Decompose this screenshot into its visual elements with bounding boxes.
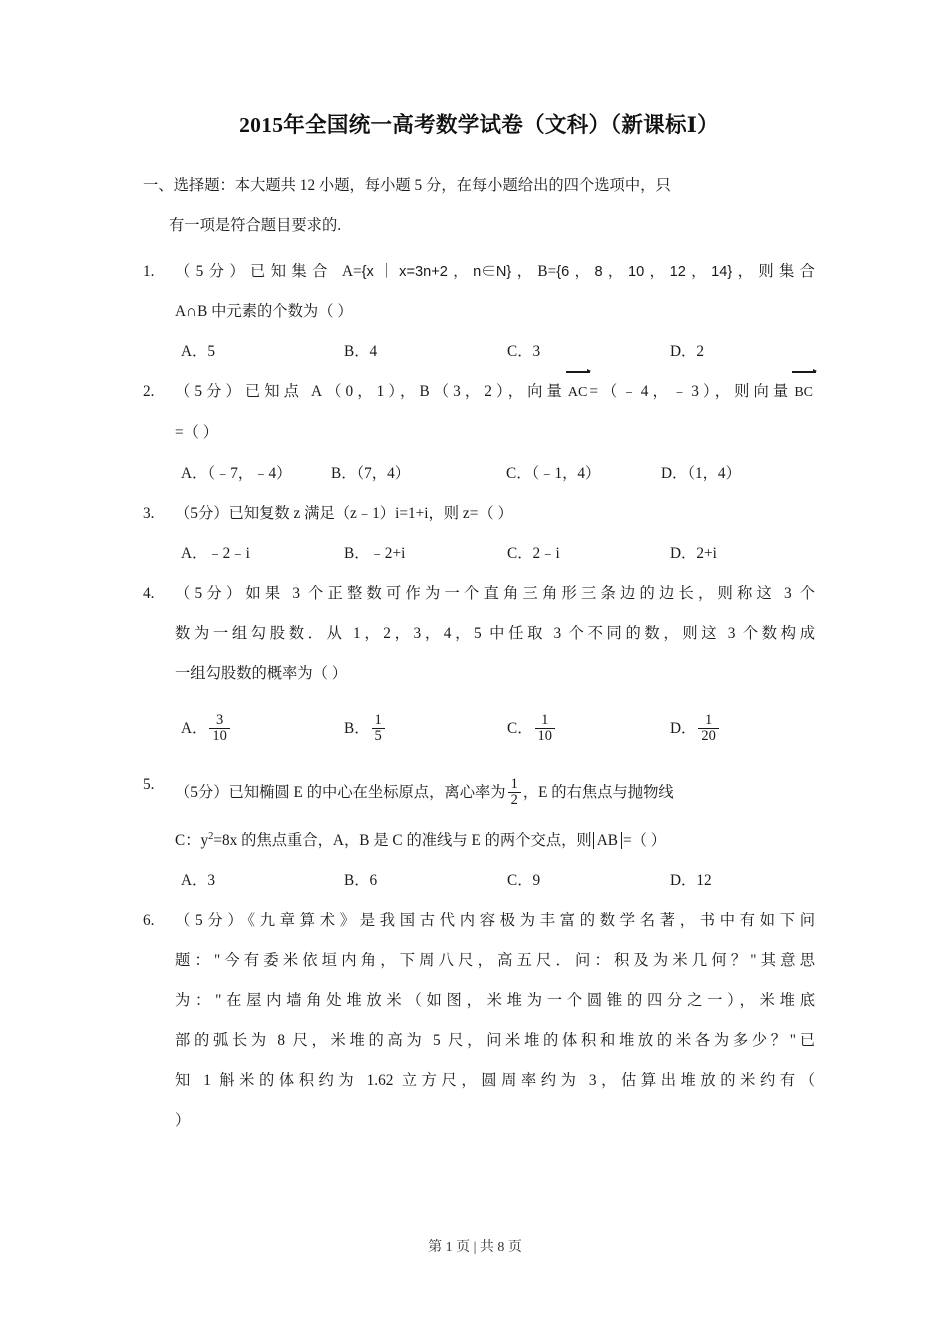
option-b[interactable]: B．（7，4） — [331, 464, 411, 482]
q1-set-a: {x｜x=3n+2，n∈N} — [361, 263, 512, 280]
question-body — [143, 252, 815, 332]
question-text-line: 数为一组勾股数．从 1，2，3，4，5 中任取 3 个不同的数，则这 3 个数构成 — [175, 625, 815, 643]
q5-line2-a: C：y — [175, 831, 209, 849]
q5-text-b: ，E 的右焦点与抛物线 — [522, 783, 674, 801]
question-number: 6. — [143, 912, 155, 930]
question-text-line: 部的弧长为 8 尺，米堆的高为 5 尺，问米堆的体积和堆放的米各为多少？"已 — [175, 1032, 815, 1050]
option-b-label: B． — [344, 719, 370, 737]
question-1 — [143, 252, 815, 372]
fraction-numerator: 1 — [372, 713, 385, 729]
question-text-line — [175, 821, 815, 861]
question-number: 1. — [143, 262, 155, 280]
option-b[interactable]: B．4 — [344, 343, 378, 361]
question-body — [143, 494, 815, 534]
options-row — [143, 534, 815, 574]
vector-ac: AC — [567, 373, 588, 413]
question-2 — [143, 372, 815, 493]
question-text-line: （5分）已知复数 z 满足（z﹣1）i=1+i，则 z=（ ） — [175, 504, 513, 522]
options-row — [143, 700, 815, 756]
option-b[interactable]: B．﹣2+i — [344, 545, 406, 563]
option-a[interactable]: A．3 — [181, 872, 215, 890]
question-body — [143, 372, 815, 453]
option-d-label: D． — [670, 719, 697, 737]
fraction-denominator: 10 — [537, 727, 552, 744]
question-text-line: A∩B 中元素的个数为（ ） — [175, 302, 353, 320]
question-text-line: （5分）《九章算术》是我国古代内容极为丰富的数学名著，书中有如下问 — [175, 912, 815, 930]
fraction-numerator: 3 — [209, 713, 230, 729]
question-6 — [143, 901, 815, 1141]
question-3 — [143, 494, 815, 574]
question-number: 3. — [143, 504, 155, 522]
question-text-line: ） — [175, 1112, 191, 1130]
options-row — [143, 332, 815, 372]
question-text-line: =（ ） — [175, 424, 219, 442]
fraction-denominator: 10 — [212, 727, 227, 744]
option-d[interactable] — [670, 701, 721, 757]
option-c[interactable]: C．（﹣1，4） — [506, 464, 601, 482]
fraction-denominator: 20 — [701, 727, 716, 744]
option-a[interactable]: A．（﹣7，﹣4） — [181, 464, 292, 482]
question-body — [143, 901, 815, 1141]
page-title: 2015年全国统一高考数学试卷（文科）（新课标Ⅰ） — [239, 113, 719, 137]
fraction-denominator: 5 — [374, 727, 382, 744]
fraction-numerator: 1 — [535, 713, 556, 729]
fraction-numerator: 1 — [508, 777, 521, 793]
option-d[interactable]: D．12 — [670, 872, 712, 890]
question-body — [143, 765, 815, 861]
fraction — [508, 777, 521, 809]
question-text-line: 一组勾股数的概率为（ ） — [175, 665, 348, 683]
fraction-denominator: 2 — [510, 791, 518, 808]
q1-text-b: ，B= — [511, 262, 557, 280]
question-text-line — [175, 252, 815, 292]
fraction-numerator: 1 — [698, 713, 719, 729]
option-a-label: A． — [181, 719, 208, 737]
option-d[interactable]: D．（1，4） — [661, 464, 741, 482]
fraction — [698, 713, 719, 745]
question-number: 4. — [143, 585, 155, 603]
option-a[interactable]: A．5 — [181, 343, 215, 361]
option-d[interactable]: D．2 — [670, 343, 704, 361]
section-intro-line2: 有一项是符合题目要求的. — [169, 216, 342, 234]
option-b[interactable] — [344, 701, 507, 757]
question-text-line — [175, 765, 815, 821]
fraction — [372, 713, 385, 745]
q1-set-b: {6，8，10，12，14} — [556, 263, 733, 280]
question-text-line: 题："今有委米依垣内角，下周八尺，高五尺．问：积及为米几何？"其意思 — [175, 952, 815, 970]
q2-text-a: （5分）已知点 A（0，1），B（3，2），向量 — [175, 383, 566, 401]
option-c[interactable]: C．2﹣i — [507, 545, 560, 563]
question-body — [143, 574, 815, 694]
option-c[interactable]: C．3 — [507, 343, 541, 361]
question-text-line — [175, 372, 815, 413]
question-number: 5. — [143, 775, 155, 793]
question-text-line: 为："在屋内墙角处堆放米（如图，米堆为一个圆锥的四分之一），米堆底 — [175, 992, 815, 1010]
q2-text-b: =（﹣4，﹣3），则向量 — [589, 383, 793, 401]
option-a[interactable] — [181, 701, 344, 757]
option-c[interactable] — [507, 701, 670, 757]
option-d[interactable]: D．2+i — [670, 545, 717, 563]
option-b[interactable]: B．6 — [344, 872, 378, 890]
vector-bc: BC — [793, 373, 814, 413]
fraction — [535, 713, 556, 745]
question-text-line: 知 1 斛米的体积约为 1.62 立方尺，圆周率约为 3，估算出堆放的米约有（ — [175, 1072, 815, 1090]
q1-text-a: （5分）已知集合 A= — [175, 262, 362, 280]
question-text-line: （5分）如果 3 个正整数可作为一个直角三角形三条边的边长，则称这 3 个 — [175, 585, 815, 603]
page-content — [143, 112, 815, 1141]
option-a[interactable]: A．﹣2﹣i — [181, 545, 250, 563]
page-footer: 第 1 页 | 共 8 页 — [428, 1240, 522, 1255]
option-c-label: C． — [507, 719, 533, 737]
absolute-value-ab: AB — [593, 832, 622, 850]
q1-text-c: ，则集合 — [732, 262, 815, 280]
question-number: 2. — [143, 383, 155, 401]
q5-text-a: （5分）已知椭圆 E 的中心在坐标原点，离心率为 — [175, 783, 506, 801]
section-intro-line1: 一、选择题：本大题共 12 小题，每小题 5 分，在每小题给出的四个选项中，只 — [143, 176, 671, 194]
question-5 — [143, 765, 815, 901]
option-c[interactable]: C．9 — [507, 872, 541, 890]
options-row — [143, 861, 815, 901]
q5-line2-c: =（ ） — [622, 831, 667, 849]
q5-line2-b: =8x 的焦点重合，A，B 是 C 的准线与 E 的两个交点，则 — [213, 831, 592, 849]
question-4 — [143, 574, 815, 756]
section-intro — [143, 166, 815, 246]
q5-exponent: 2 — [208, 830, 214, 842]
options-row — [143, 453, 815, 493]
fraction — [209, 713, 230, 745]
